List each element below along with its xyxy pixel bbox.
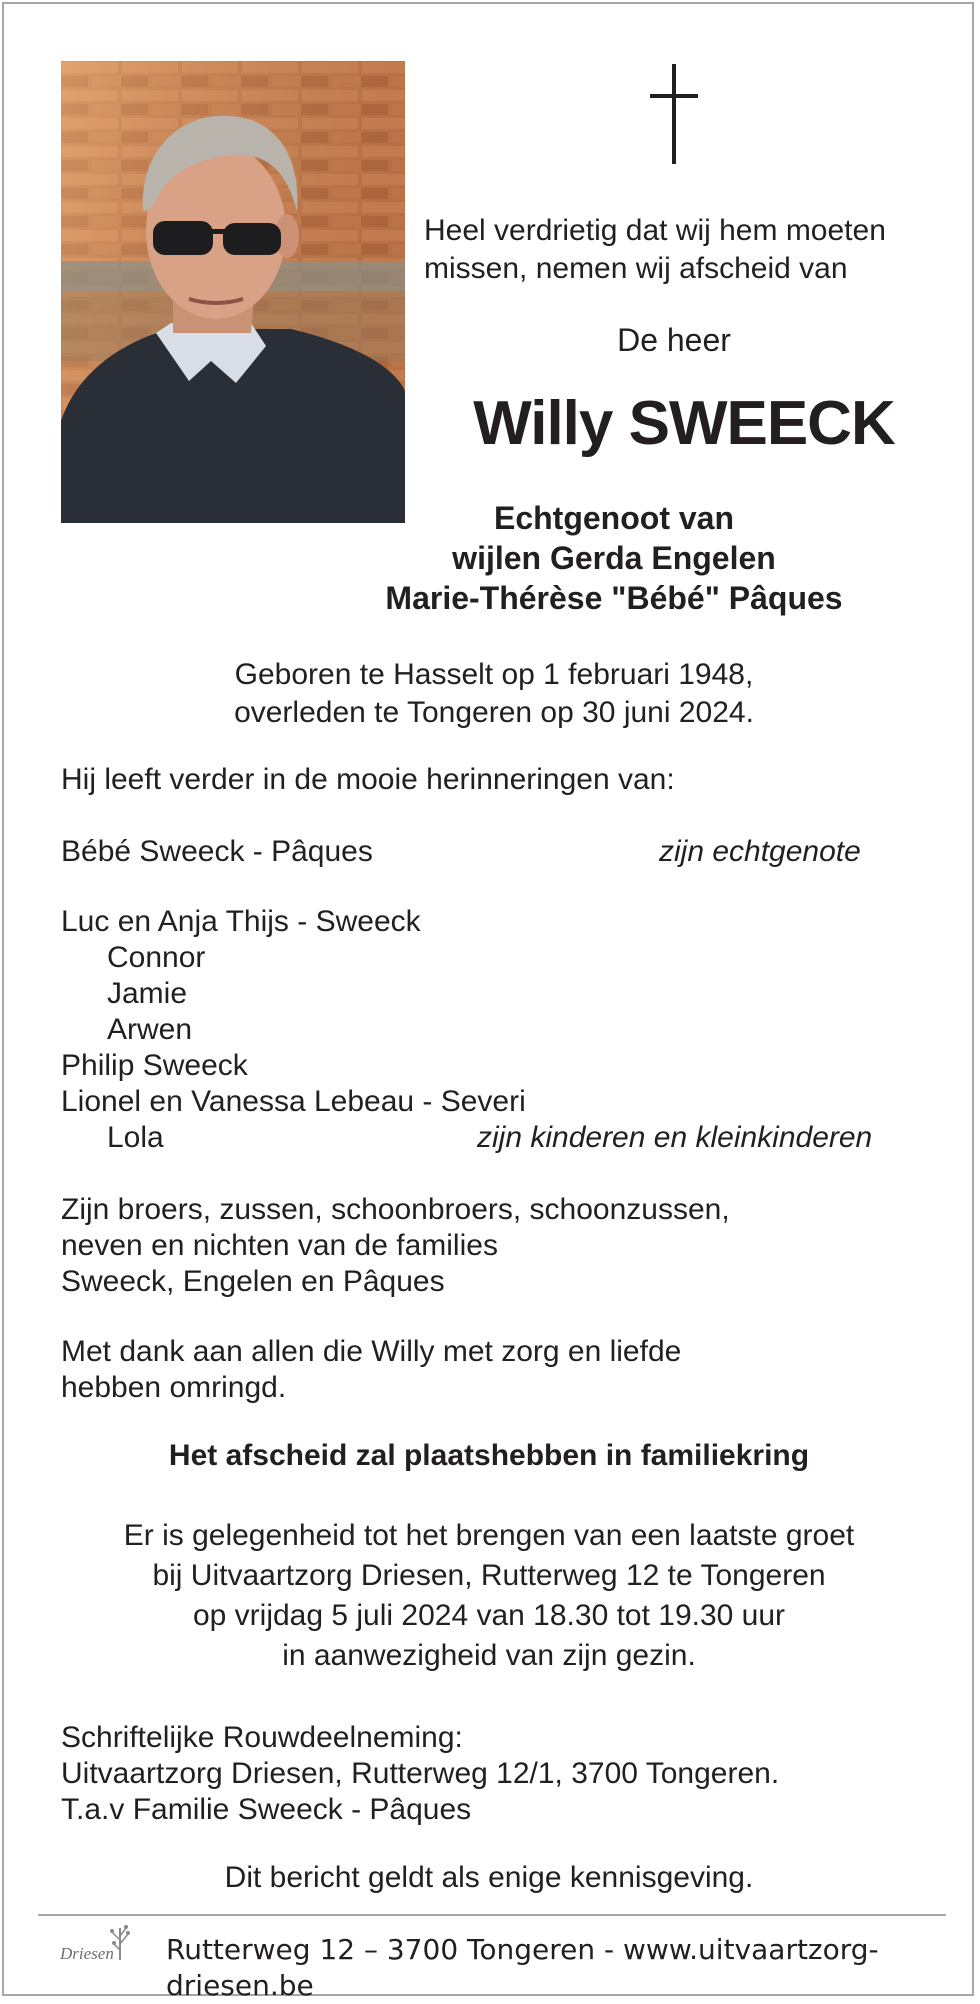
children-list bbox=[61, 904, 881, 1156]
list-item: Lionel en Vanessa Lebeau - Severi bbox=[61, 1085, 526, 1118]
cross-icon bbox=[650, 64, 700, 164]
intro-text bbox=[424, 212, 944, 288]
obituary-card bbox=[2, 2, 974, 2002]
footer-logo-text: Driesen bbox=[60, 1944, 114, 1963]
list-item: Jamie bbox=[107, 977, 188, 1010]
list-item: Luc en Anja Thijs - Sweeck bbox=[61, 905, 421, 938]
partner-name: Bébé Sweeck - Pâques bbox=[61, 835, 373, 868]
condolences-line: Uitvaartzorg Driesen, Rutterweg 12/1, 3700 Tongeren. bbox=[61, 1757, 780, 1790]
children-relation: zijn kinderen en kleinkinderen bbox=[477, 1121, 873, 1154]
death-line: overleden te Tongeren op 30 juni 2024. bbox=[234, 696, 754, 729]
intro-line: Heel verdrietig dat wij hem moeten bbox=[424, 214, 886, 247]
thanks-line: hebben omringd. bbox=[61, 1371, 287, 1404]
intro-line: missen, nemen wij afscheid van bbox=[424, 252, 848, 285]
spouse-line: Echtgenoot van bbox=[493, 500, 734, 536]
visitation-info bbox=[44, 1516, 934, 1676]
relatives-line: Sweeck, Engelen en Pâques bbox=[61, 1265, 445, 1298]
footer-divider bbox=[38, 1914, 946, 1916]
spouse-line: Marie-Thérèse "Bébé" Pâques bbox=[385, 580, 843, 616]
condolences-line: T.a.v Familie Sweeck - Pâques bbox=[61, 1793, 472, 1826]
birth-death-dates bbox=[94, 656, 894, 732]
spouse-line: wijlen Gerda Engelen bbox=[452, 540, 776, 576]
partner-relation: zijn echtgenote bbox=[659, 835, 861, 868]
condolences bbox=[61, 1720, 941, 1828]
farewell-notice: Het afscheid zal plaatshebben in familiekring bbox=[168, 1439, 810, 1472]
spouse-info bbox=[304, 498, 924, 618]
visitation-line: Er is gelegenheid tot het brengen van een laatste groet bbox=[123, 1519, 855, 1552]
visitation-line: bij Uitvaartzorg Driesen, Rutterweg 12 te Tongeren bbox=[152, 1559, 826, 1592]
salutation: De heer bbox=[617, 322, 731, 358]
list-item: Philip Sweeck bbox=[61, 1049, 248, 1082]
visitation-line: op vrijdag 5 juli 2024 van 18.30 tot 19.30 uur bbox=[192, 1599, 786, 1632]
thanks-line: Met dank aan allen die Willy met zorg en liefde bbox=[61, 1335, 682, 1368]
thanks bbox=[61, 1334, 921, 1406]
relatives-line: neven en nichten van de families bbox=[61, 1229, 498, 1262]
list-item: Lola bbox=[107, 1121, 164, 1154]
relatives bbox=[61, 1192, 921, 1300]
footer-address: Rutterweg 12 – 3700 Tongeren - www.uitvaartzorg-driesen.be bbox=[166, 1933, 879, 2002]
condolences-line: Schriftelijke Rouwdeelneming: bbox=[61, 1721, 463, 1754]
notice: Dit bericht geldt als enige kennisgeving. bbox=[224, 1861, 754, 1894]
visitation-line: in aanwezigheid van zijn gezin. bbox=[282, 1639, 696, 1672]
memories-intro: Hij leeft verder in de mooie herinneringen van: bbox=[61, 763, 675, 796]
deceased-name: Willy SWEECK bbox=[473, 389, 895, 458]
list-item: Connor bbox=[107, 941, 206, 974]
list-item: Arwen bbox=[107, 1013, 193, 1046]
relatives-line: Zijn broers, zussen, schoonbroers, schoonzussen, bbox=[61, 1193, 730, 1226]
birth-line: Geboren te Hasselt op 1 februari 1948, bbox=[234, 658, 754, 691]
portrait-photo bbox=[61, 61, 405, 523]
